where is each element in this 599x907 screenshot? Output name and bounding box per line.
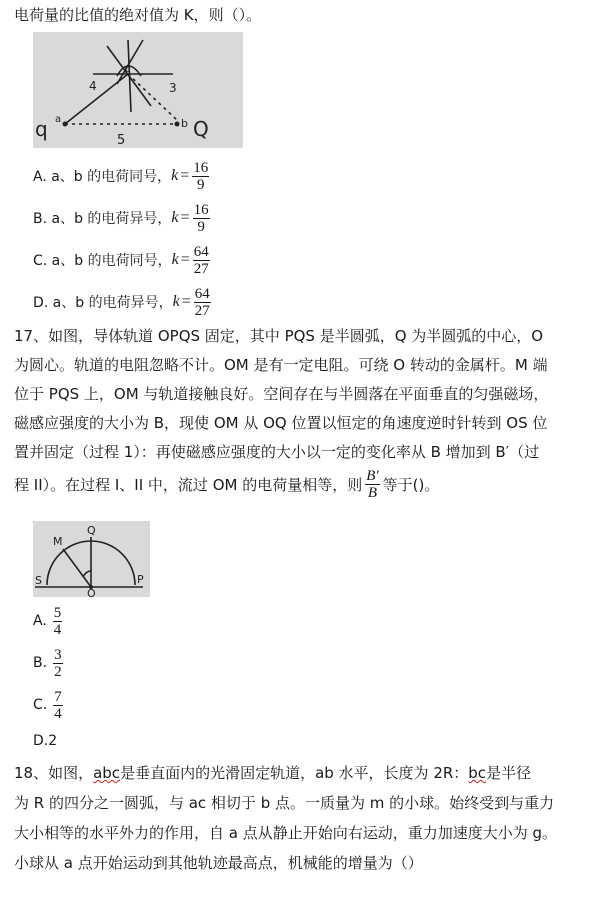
label-a: a (55, 114, 62, 125)
fraction: $\frac{64}{27}$ (194, 285, 210, 319)
label-P: P (137, 573, 144, 586)
q16-option-b[interactable]: B. a、b 的电荷异号， k = $\frac{16}{9}$ (33, 201, 209, 235)
fraction: $\frac{16}{9}$ (193, 201, 209, 235)
label-b: b (181, 117, 188, 130)
fraction: $\frac{64}{27}$ (193, 243, 209, 277)
semicircle-diagram (33, 521, 150, 597)
label-S: S (35, 574, 42, 587)
point-a (63, 122, 68, 127)
q16-option-list (33, 156, 211, 322)
triangle-diagram (33, 32, 243, 148)
q17-line-5: 置并固定（过程 1）：再使磁感应强度的大小以一定的变化率从 B 增加到 B′（过 (14, 443, 540, 461)
q17-option-c[interactable]: C. $\frac{7}{4}$ (33, 688, 62, 722)
figure-charge-triangle (33, 32, 243, 148)
q17-line-6: 程 II）。在过程 I、II 中，流过 OM 的电荷量相等，则 $\frac{B'}{B}$ 等于()。 (14, 467, 440, 501)
label-side-ab: 5 (117, 133, 126, 148)
label-M: M (53, 535, 63, 548)
figure-semicircle-track (33, 521, 150, 597)
ratio-fraction: $\frac{B'}{B}$ (366, 467, 379, 501)
fraction: $\frac{16}{9}$ (193, 159, 209, 193)
q17-line-1: 17、如图，导体轨道 OPQS 固定，其中 PQS 是半圆弧，Q 为半圆弧的中心，O (14, 327, 544, 345)
point-b (175, 122, 180, 127)
q17-option-b[interactable]: B. $\frac{3}{2}$ (33, 646, 62, 680)
label-q: q (35, 117, 48, 141)
q18-line-4: 小球从 a 点开始运动到其他轨迹最高点，机械能的增量为（） (14, 854, 423, 872)
q17-line-2: 为圆心。轨道的电阻忽略不计。OM 是有一定电阻。可绕 O 转动的金属杆。M 端 (14, 356, 548, 374)
q17-option-d[interactable]: D.2 (33, 733, 58, 749)
label-c: c (125, 64, 131, 75)
fraction: $\frac{3}{2}$ (54, 646, 62, 680)
label-side-bc: 3 (169, 81, 177, 95)
q17-text (14, 325, 548, 504)
q16-option-c[interactable]: C. a、b 的电荷同号， k = $\frac{64}{27}$ (33, 243, 209, 277)
q17-option-a[interactable]: A. $\frac{5}{4}$ (33, 604, 62, 638)
label-side-ac: 4 (89, 79, 97, 93)
label-Q: Q (193, 117, 209, 141)
intro-line: 电荷量的比值的绝对值为 K，则（）。 (14, 6, 262, 24)
q17-line-3: 位于 PQS 上，OM 与轨道接触良好。空间存在与半圆落在平面垂直的匀强磁场， (14, 385, 549, 403)
angle-arc (83, 571, 91, 577)
rod-OM (63, 549, 91, 587)
fraction: $\frac{5}{4}$ (53, 604, 62, 638)
q18-line-3: 大小相等的水平外力的作用，自 a 点从静止开始向右运动，重力加速度大小为 g。 (14, 824, 558, 842)
label-O: O (87, 587, 96, 597)
q16-option-d[interactable]: D. a、b 的电荷异号， k = $\frac{64}{27}$ (33, 285, 210, 319)
q16-option-a[interactable]: A. a、b 的电荷同号， k = $\frac{16}{9}$ (33, 159, 209, 193)
fraction: $\frac{7}{4}$ (54, 688, 62, 722)
q18-text (14, 762, 557, 882)
q18-line-1: 18、如图，abc是垂直面内的光滑固定轨道，ab 水平，长度为 2R：bc是半径 (14, 764, 532, 782)
q17-option-list (33, 602, 63, 754)
q17-line-4: 磁感应强度的大小为 B，现使 OM 从 OQ 位置以恒定的角速度逆时针转到 OS 位 (14, 414, 548, 432)
label-Q: Q (87, 524, 96, 537)
q18-line-2: 为 R 的四分之一圆弧，与 ac 相切于 b 点。一质量为 m 的小球。始终受到与重力 (14, 794, 555, 812)
